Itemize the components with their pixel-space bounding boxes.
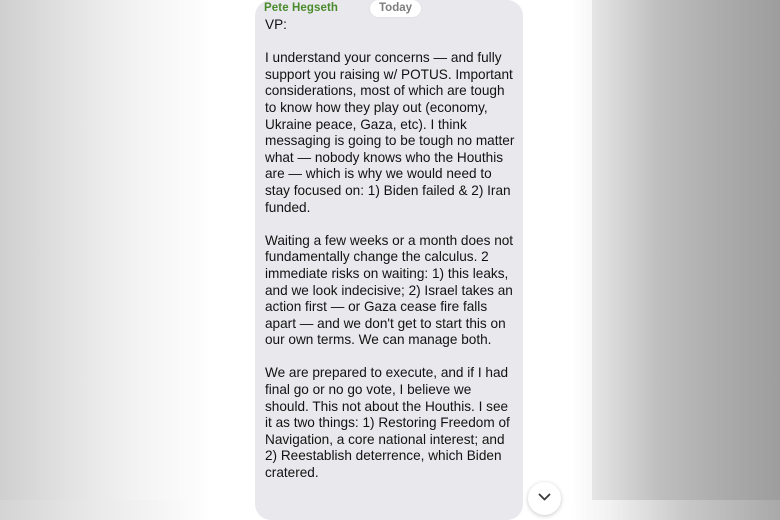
- background-left: [0, 0, 188, 500]
- message-body: VP: I understand your concerns — and fully support you raising w/ POTUS. Important considerations, most of which are tough to know how they play out (economy, Ukraine peace, Gaza, etc). I think messaging is going to be tough no matter what — nobody knows who the Houthis are — which is why we would need to stay focused on: 1) Biden failed & 2) Iran funded. Waiting a few weeks or a month does not fundamentally change the calculus. 2 immediate risks on waiting: 1) this leaks, and we look indecisive; 2) Israel takes an action first — or Gaza cease fire falls apart — and we don't get to start this on our own terms. We can manage both. We are prepared to execute, and if I had final go or no go vote, I believe we should. This not about the Houthis. I see it as two things: 1) Restoring Freedom of Navigation, a core national interest; and 2) Reestablish deterrence, which Biden cratered.: [265, 17, 515, 481]
- scroll-to-bottom-button[interactable]: [528, 482, 561, 515]
- message-sender-name: Pete Hegseth: [264, 2, 339, 14]
- date-separator: Today: [370, 0, 421, 17]
- background-right: [592, 0, 780, 500]
- chevron-down-icon: [538, 493, 551, 502]
